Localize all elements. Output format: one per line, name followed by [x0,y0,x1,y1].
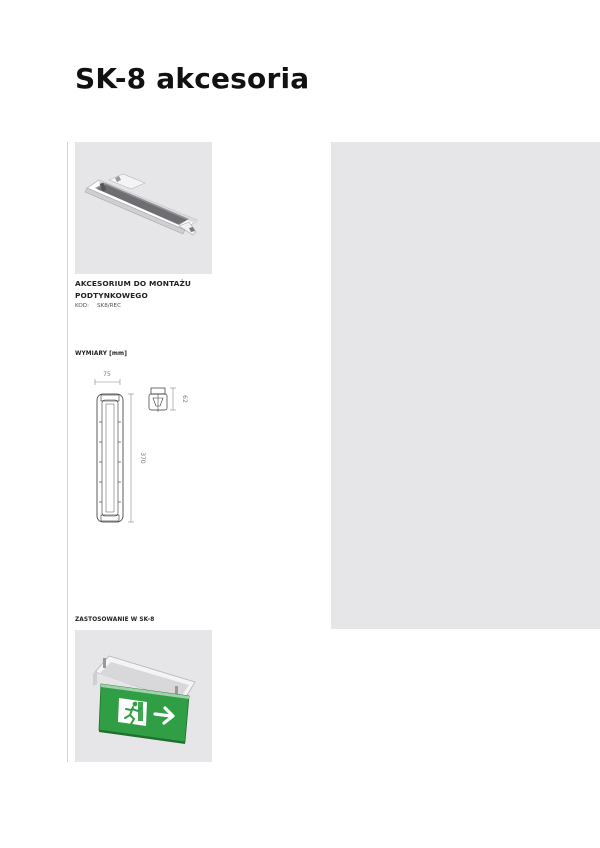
application-label: ZASTOSOWANIE W SK-8 [75,617,155,623]
product-photo [75,142,212,274]
product-code [75,303,121,309]
product-code-label: KOD: [75,303,89,309]
page-title: SK-8 akcesoria [75,62,310,95]
width-value: 75 [103,371,111,378]
height-value: 62 [181,395,188,403]
application-photo [75,630,212,762]
product-code-value: SK8/REC [97,303,121,309]
front-view [97,394,123,522]
product-name-line1: AKCESORIUM DO MONTAŻU [75,279,192,288]
mount-bracket [103,658,106,668]
recessed-mount-illustration [75,142,212,274]
exit-sign-illustration [75,630,212,762]
product-name-line2: PODTYNKOWEGO [75,291,148,300]
divider-line [67,142,68,762]
product-name [75,278,225,302]
image-placeholder-panel [331,142,600,629]
dimensions-label: WYMIARY [mm] [75,351,127,357]
length-value: 370 [139,452,146,464]
dimension-drawing [75,362,205,532]
side-view [149,388,167,412]
